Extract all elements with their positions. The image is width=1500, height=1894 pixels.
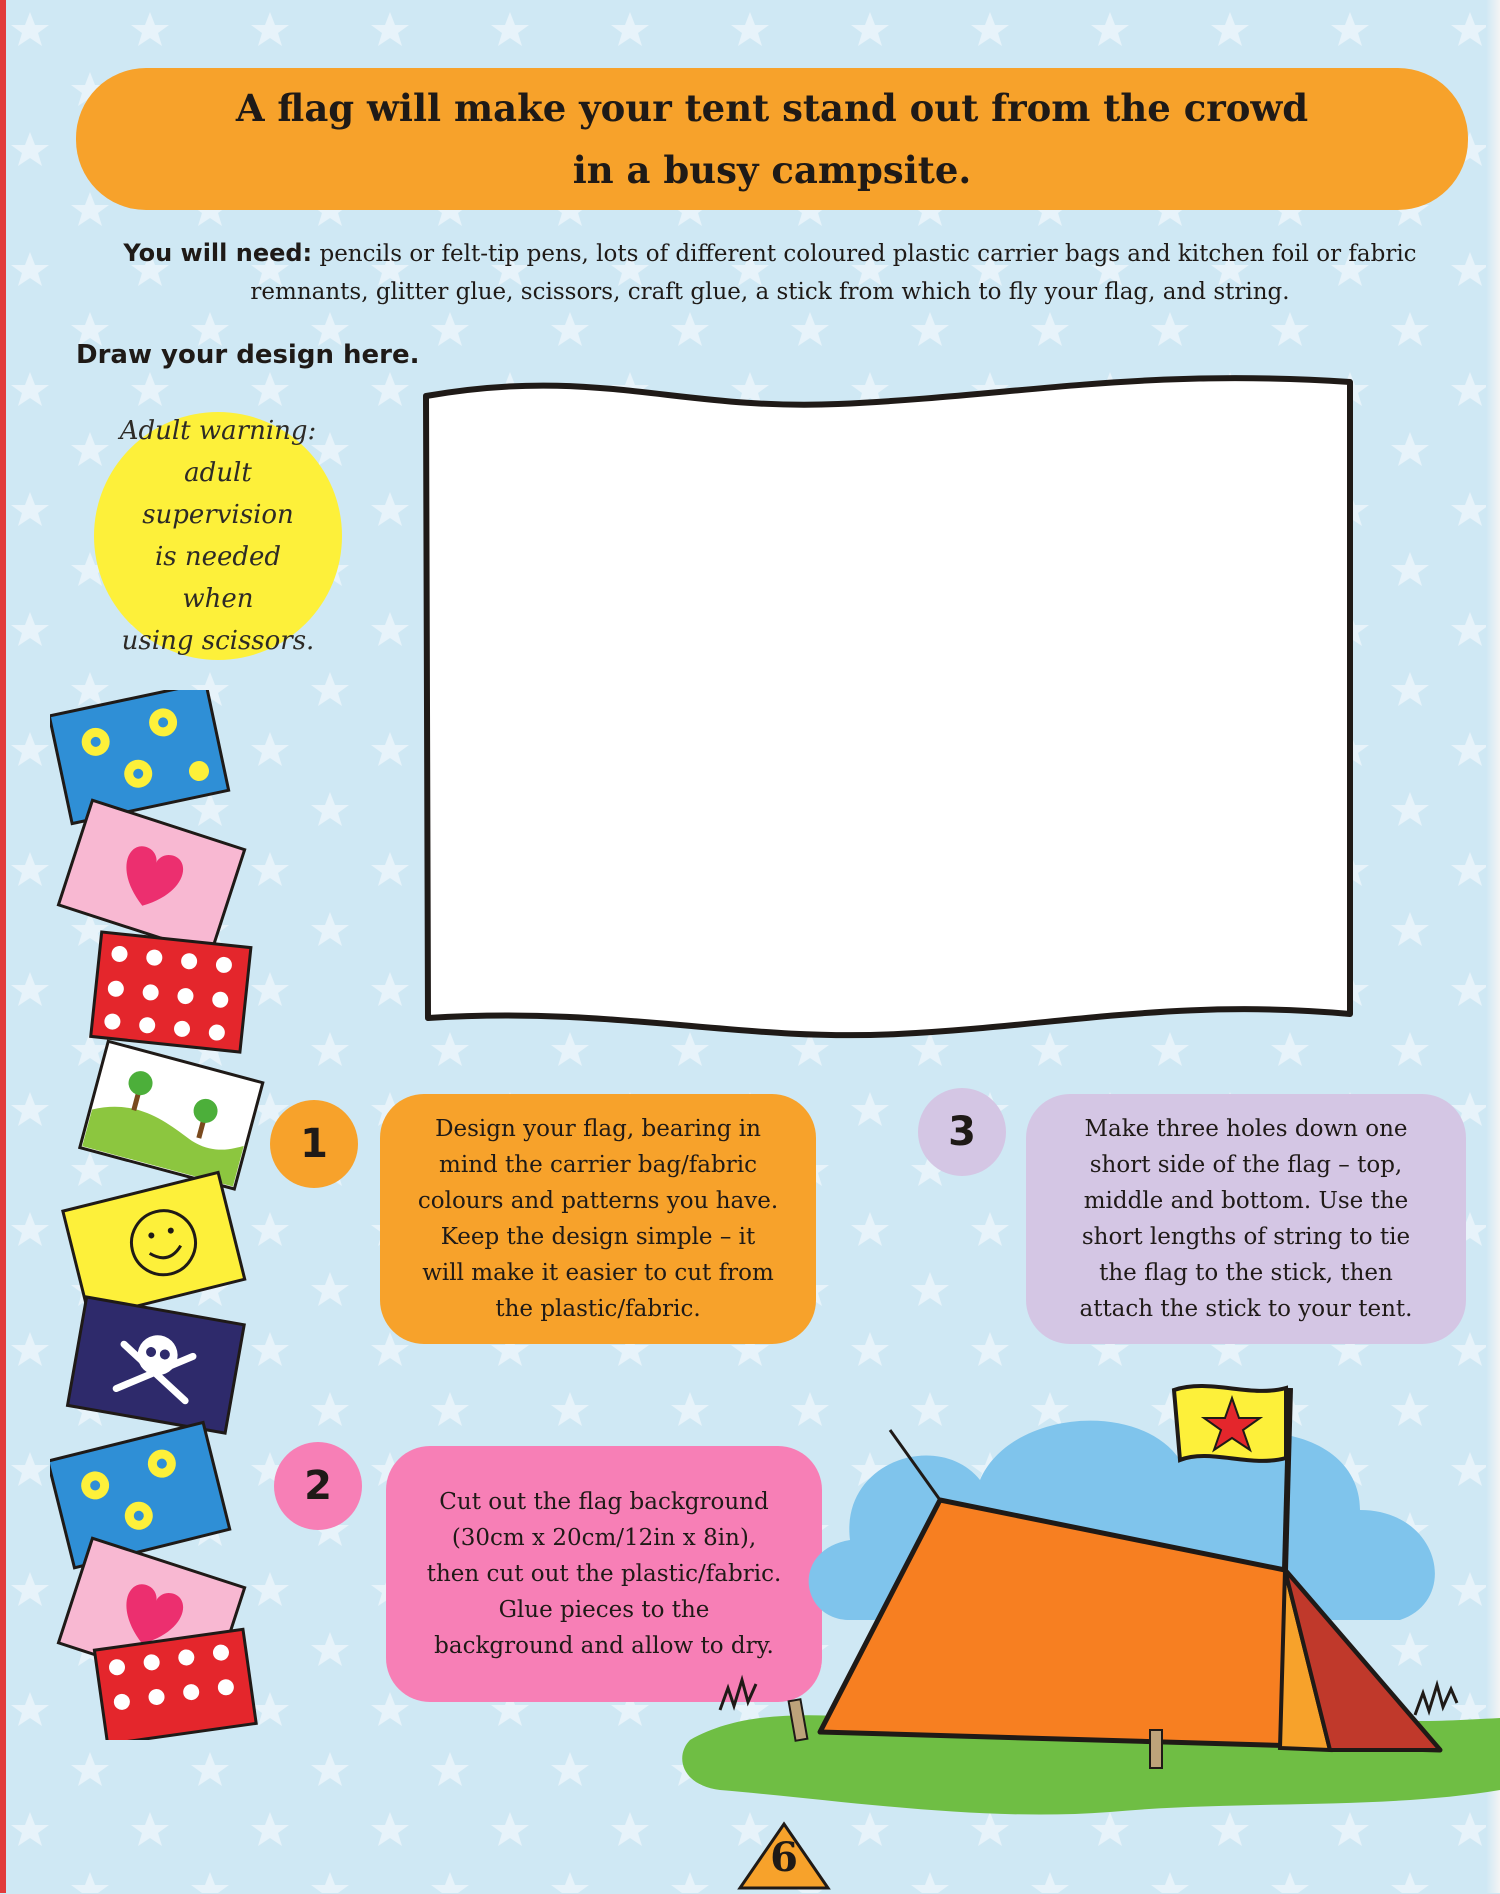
warning-line-2: adult supervision — [142, 458, 294, 530]
materials-text: pencils or felt-tip pens, lots of different coloured plastic carrier bags and kitchen foil or fabric remnants, glitter glue, scissors, craft glue, a stick from which to fly your flag, and string. — [250, 241, 1417, 305]
step-1-line-3: colours and patterns you have. — [417, 1188, 779, 1214]
page-number: 6 — [770, 1834, 798, 1881]
step-2-line-5: background and allow to dry. — [434, 1633, 774, 1659]
red-polka-dot-flag-icon — [94, 1629, 256, 1740]
red-polka-dot-flag-icon — [91, 932, 251, 1052]
adult-warning-badge — [94, 412, 342, 660]
step-3-line-2: short side of the flag – top, — [1089, 1152, 1403, 1178]
step-3-text — [1079, 1111, 1412, 1327]
warning-line-3: is needed when — [154, 542, 282, 614]
step-2-number: 2 — [274, 1442, 362, 1530]
step-1-line-2: mind the carrier bag/fabric — [439, 1152, 757, 1178]
step-3-line-4: short lengths of string to tie — [1081, 1224, 1411, 1250]
step-2-line-4: Glue pieces to the — [498, 1597, 710, 1623]
tent-icon — [680, 1370, 1500, 1830]
smiley-flag-icon — [63, 1172, 245, 1317]
step-2-line-2: (30cm x 20cm/12in x 8in), — [451, 1525, 757, 1551]
draw-label: Draw your design here. — [76, 340, 420, 370]
step-3-line-6: attach the stick to your tent. — [1079, 1296, 1413, 1322]
skull-crossbones-flag-icon — [68, 1297, 245, 1433]
page-number-badge — [736, 1820, 832, 1890]
step-2-line-3: then cut out the plastic/fabric. — [426, 1561, 782, 1587]
adult-warning-text — [118, 410, 318, 662]
step-1-text — [418, 1111, 778, 1327]
decorative-flags-column — [50, 690, 280, 1740]
title-line-2: in a busy campsite. — [572, 148, 972, 192]
blue-flower-flag-icon — [50, 1422, 230, 1567]
step-1-line-6: the plastic/fabric. — [495, 1296, 701, 1322]
blue-flower-flag-icon — [50, 690, 229, 824]
step-3-box — [1026, 1094, 1466, 1344]
title-line-1: A flag will make your tent stand out from the crowd — [235, 86, 1309, 130]
warning-line-4: using scissors. — [121, 626, 315, 656]
page-edge-left — [0, 0, 6, 1893]
star-flag-icon — [1174, 1386, 1286, 1461]
step-3-line-1: Make three holes down one — [1084, 1116, 1408, 1142]
materials-label: You will need: — [123, 239, 313, 267]
drawing-area[interactable] — [418, 366, 1358, 1041]
step-1-line-5: will make it easier to cut from — [422, 1260, 774, 1286]
pink-heart-flag-icon — [58, 800, 244, 954]
page-title — [192, 77, 1352, 201]
materials-list — [80, 234, 1460, 311]
step-3-line-3: middle and bottom. Use the — [1083, 1188, 1409, 1214]
step-1-box — [380, 1094, 816, 1344]
warning-line-1: Adult warning: — [119, 416, 317, 446]
step-1-number: 1 — [270, 1100, 358, 1188]
step-3-number: 3 — [918, 1088, 1006, 1176]
step-3-line-5: the flag to the stick, then — [1099, 1260, 1393, 1286]
step-1-line-4: Keep the design simple – it — [440, 1224, 756, 1250]
step-1-line-1: Design your flag, bearing in — [435, 1116, 761, 1142]
step-2-line-1: Cut out the flag background — [439, 1489, 769, 1515]
landscape-flag-icon — [80, 1041, 263, 1189]
title-banner — [76, 68, 1468, 210]
